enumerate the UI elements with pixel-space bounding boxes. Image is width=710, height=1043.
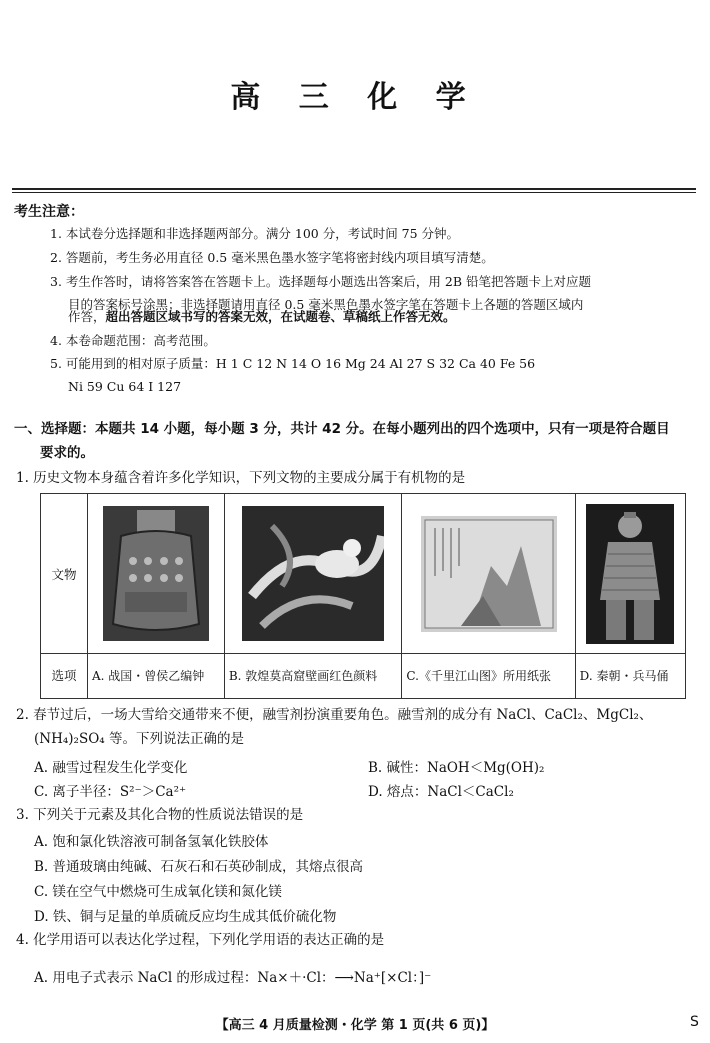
cell-relic-c bbox=[402, 494, 575, 654]
section-heading bbox=[14, 417, 699, 465]
cell-relic-b bbox=[224, 494, 402, 654]
page-footer: 【高三 4 月质量检测・化学 第 1 页(共 6 页)】 bbox=[215, 1018, 495, 1033]
q3-option-b[interactable]: B. 普通玻璃由纯碱、石灰石和石英砂制成，其熔点很高 bbox=[34, 859, 364, 875]
section-line-2: 要求的。 bbox=[40, 445, 94, 461]
notice-item-3: 3. 考生作答时，请将答案答在答题卡上。选择题每小题选出答案后，用 2B 铅笔把答题卡上对应题 bbox=[50, 274, 591, 289]
notice-item-3-cont: 目的答案标号涂黑；非选择题请用直径 0.5 毫米黑色墨水签字笔在答题卡上各题的答题区域内 bbox=[68, 297, 584, 312]
side-mark: S bbox=[690, 1014, 699, 1030]
q1-option-c[interactable]: C.《千里江山图》所用纸张 bbox=[402, 654, 575, 699]
cell-relic-a bbox=[88, 494, 225, 654]
notice-item-4: 4. 本卷命题范围：高考范围。 bbox=[50, 333, 216, 348]
notice-item-3-end-line bbox=[68, 305, 710, 329]
q2-option-b[interactable]: B. 碱性：NaOH＜Mg(OH)₂ bbox=[368, 760, 545, 776]
notice-item-1: 1. 本试卷分选择题和非选择题两部分。满分 100 分，考试时间 75 分钟。 bbox=[50, 226, 460, 241]
q2-stem-2: (NH₄)₂SO₄ 等。下列说法正确的是 bbox=[34, 731, 244, 747]
notice-item-2: 2. 答题前，考生务必用直径 0.5 毫米黑色墨水签字笔将密封线内项目填写清楚。 bbox=[50, 250, 494, 265]
q3-option-d[interactable]: D. 铁、铜与足量的单质硫反应均生成其低价硫化物 bbox=[34, 909, 337, 925]
q3-option-a[interactable]: A. 饱和氯化铁溶液可制备氢氧化铁胶体 bbox=[34, 834, 269, 850]
cell-relic-d bbox=[575, 494, 685, 654]
notice-item-5: 5. 可能用到的相对原子质量：H 1 C 12 N 14 O 16 Mg 24 Al 27 S 32 Ca 40 Fe 56 bbox=[50, 356, 536, 371]
row-label-relic: 文物 bbox=[41, 494, 88, 654]
notice-heading: 考生注意： bbox=[14, 204, 84, 220]
q1-table bbox=[40, 493, 686, 699]
bronze-bell-image bbox=[103, 506, 209, 641]
q2-option-a[interactable]: A. 融雪过程发生化学变化 bbox=[34, 760, 188, 776]
q1-stem: 1. 历史文物本身蕴含着许多化学知识，下列文物的主要成分属于有机物的是 bbox=[16, 470, 466, 486]
q4-stem: 4. 化学用语可以表达化学过程，下列化学用语的表达正确的是 bbox=[16, 932, 385, 948]
q2-option-d[interactable]: D. 熔点：NaCl＜CaCl₂ bbox=[368, 784, 514, 800]
q1-option-a[interactable]: A. 战国・曾侯乙编钟 bbox=[88, 654, 225, 699]
q2-option-c[interactable]: C. 离子半径：S²⁻＞Ca²⁺ bbox=[34, 784, 187, 800]
row-label-option: 选项 bbox=[41, 654, 88, 699]
q1-option-b[interactable]: B. 敦煌莫高窟壁画红色颜料 bbox=[224, 654, 402, 699]
section-line-1: 一、选择题：本题共 14 小题，每小题 3 分，共计 42 分。在每小题列出的四个选项中，只有一项是符合题目 bbox=[14, 421, 670, 437]
page-title: 高 三 化 学 bbox=[230, 80, 480, 115]
q3-option-c[interactable]: C. 镁在空气中燃烧可生成氧化镁和氮化镁 bbox=[34, 884, 282, 900]
q1-option-d[interactable]: D. 秦朝・兵马俑 bbox=[575, 654, 685, 699]
notice-item-5-cont: Ni 59 Cu 64 I 127 bbox=[68, 379, 182, 394]
landscape-painting-image bbox=[421, 516, 557, 632]
divider-thick bbox=[12, 188, 696, 190]
q3-stem: 3. 下列关于元素及其化合物的性质说法错误的是 bbox=[16, 807, 304, 823]
mural-image bbox=[242, 506, 384, 641]
notice-item-3-end-text: 作答， bbox=[68, 309, 106, 324]
divider-thin bbox=[12, 192, 696, 193]
q4-option-a[interactable]: A. 用电子式表示 NaCl 的形成过程：Na×＋·Cl：⟶Na⁺[×Cl：]⁻ bbox=[34, 970, 432, 986]
notice-bold-warning: 超出答题区域书写的答案无效，在试题卷、草稿纸上作答无效。 bbox=[105, 309, 456, 324]
terracotta-warrior-image bbox=[586, 504, 674, 644]
q2-stem-1: 2. 春节过后，一场大雪给交通带来不便，融雪剂扮演重要角色。融雪剂的成分有 NaCl、CaCl₂、MgCl₂、 bbox=[16, 707, 653, 723]
